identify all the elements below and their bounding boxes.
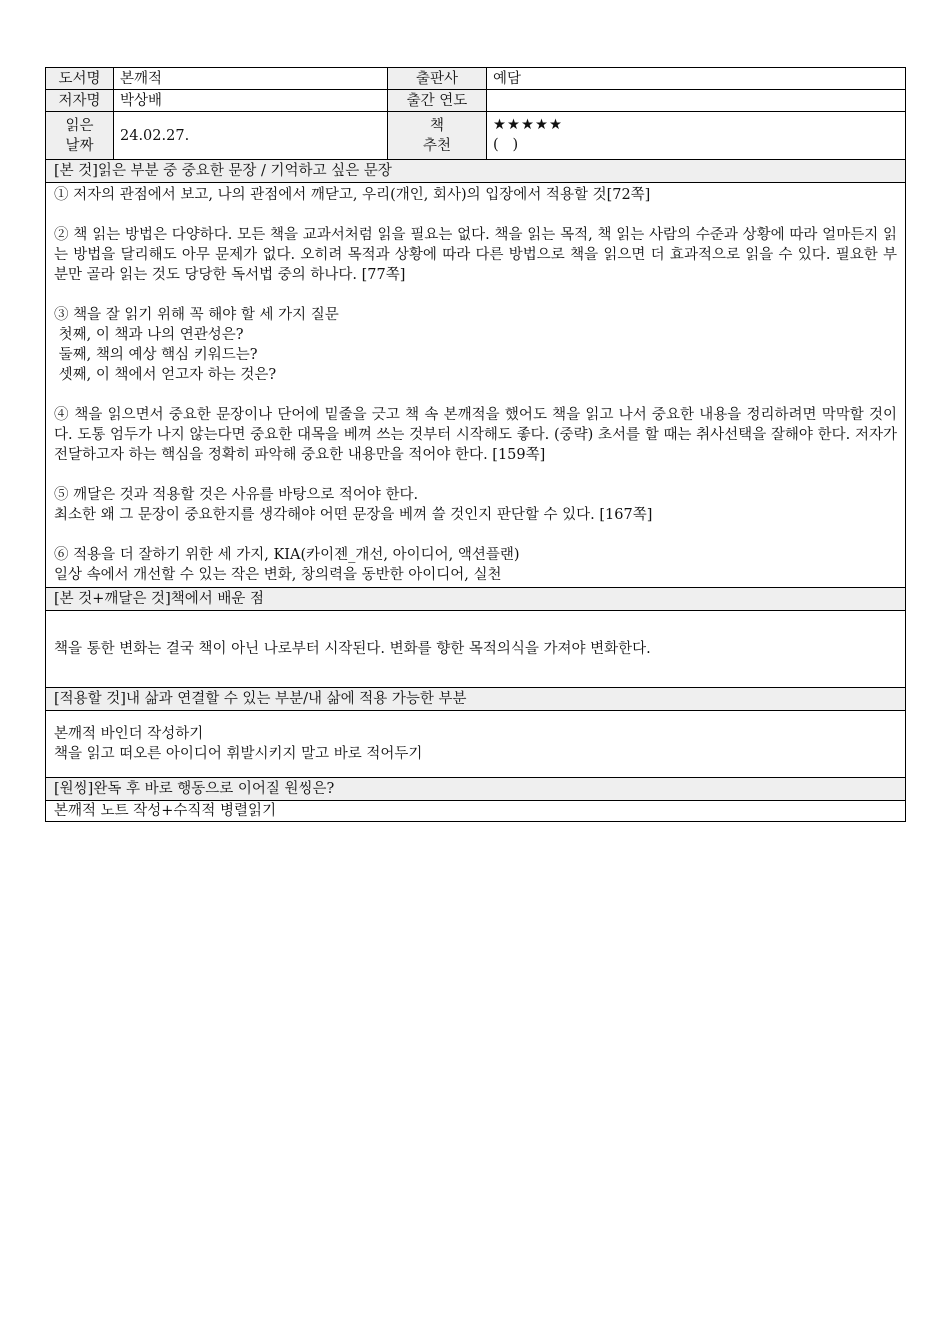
pub-year-label: 출간 연도 xyxy=(388,90,487,112)
publisher-value: 예담 xyxy=(487,68,906,90)
quote-3-question-2: 둘째, 책의 예상 핵심 키워드는? xyxy=(54,347,258,363)
quote-3-question-3: 셋째, 이 책에서 얻고자 하는 것은? xyxy=(54,367,277,383)
quote-2: ② 책 읽는 방법은 다양하다. 모든 책을 교과서처럼 읽을 필요는 없다. 책을 읽는 목적, 책 읽는 사람의 수준과 상황에 따라 얼마든지 읽는 방법을 달리해도 아무 문제가 없다. 오히려 목적과 상황에 따라 다른 방법으로 책을 읽으면 더 효과적으로 읽을 수 있다. 필요한 부분만 골라 읽는 것도 당당한 독서법 중의 하나다. [77쪽] xyxy=(54,227,897,283)
recommend-label-line1: 책 xyxy=(429,117,444,134)
section4-header: [원씽]완독 후 바로 행동으로 이어질 원씽은? xyxy=(46,778,906,801)
section2-content xyxy=(46,611,906,688)
section-body-onething xyxy=(46,801,906,822)
publisher-label: 출판사 xyxy=(388,68,487,90)
onething-text: 본깨적 노트 작성+수직적 병렬읽기 xyxy=(54,803,277,819)
section1-header: [본 것]읽은 부분 중 중요한 문장 / 기억하고 싶은 문장 xyxy=(46,160,906,183)
reading-note-table xyxy=(45,67,906,822)
apply-line-1: 본깨적 바인더 작성하기 xyxy=(54,726,204,742)
row-author xyxy=(46,90,906,112)
read-date-label xyxy=(46,112,114,160)
quote-4: ④ 책을 읽으면서 중요한 문장이나 단어에 밑줄을 긋고 책 속 본깨적을 했어도 책을 읽고 나서 중요한 내용을 정리하려면 막막할 것이다. 도통 엄두가 나지 않는다면 중요한 대목을 베껴 쓰는 것부터 시작해도 좋다. (중략) 초서를 할 때는 취사선택을 잘해야 한다. 저자가 전달하고자 하는 핵심을 정확히 파악해 중요한 내용만을 적어야 한다. [159쪽] xyxy=(54,407,897,463)
section3-content xyxy=(46,711,906,778)
section-body-seen xyxy=(46,183,906,588)
quote-3-title: ③ 책을 잘 읽기 위해 꼭 해야 할 세 가지 질문 xyxy=(54,307,339,323)
quote-1: ① 저자의 관점에서 보고, 나의 관점에서 깨닫고, 우리(개인, 회사)의 입장에서 적용할 것[72쪽] xyxy=(54,187,651,203)
author-label: 저자명 xyxy=(46,90,114,112)
row-read-date xyxy=(46,112,906,160)
read-date-value: 24.02.27. xyxy=(114,112,388,160)
quote-5-line1: ⑤ 깨달은 것과 적용할 것은 사유를 바탕으로 적어야 한다. xyxy=(54,487,419,503)
apply-line-2: 책을 읽고 떠오른 아이디어 휘발시키지 말고 바로 적어두기 xyxy=(54,746,423,762)
section-header-seen xyxy=(46,160,906,183)
quote-6-line2: 일상 속에서 개선할 수 있는 작은 변화, 창의력을 동반한 아이디어, 실천 xyxy=(54,567,502,583)
section-header-onething xyxy=(46,778,906,801)
quote-5-line2: 최소한 왜 그 문장이 중요한지를 생각해야 어떤 문장을 베껴 쓸 것인지 판단할 수 있다. [167쪽] xyxy=(54,507,653,523)
star-rating: ★★★★★ xyxy=(493,117,563,133)
read-date-label-line1: 읽은 xyxy=(65,117,94,134)
reading-note-sheet xyxy=(45,67,905,822)
section2-header: [본 것+깨달은 것]책에서 배운 점 xyxy=(46,588,906,611)
section-body-learned xyxy=(46,611,906,688)
section-header-apply xyxy=(46,688,906,711)
learned-text: 책을 통한 변화는 결국 책이 아닌 나로부터 시작된다. 변화를 향한 목적의식을 가져야 변화한다. xyxy=(54,641,651,657)
section3-header: [적용할 것]내 삶과 연결할 수 있는 부분/내 삶에 적용 가능한 부분 xyxy=(46,688,906,711)
title-label: 도서명 xyxy=(46,68,114,90)
quote-3-question-1: 첫째, 이 책과 나의 연관성은? xyxy=(54,327,244,343)
recommend-label-line2: 추천 xyxy=(422,137,451,154)
row-title xyxy=(46,68,906,90)
section-header-learned xyxy=(46,588,906,611)
read-date-label-line2: 날짜 xyxy=(65,137,94,154)
author-value: 박상배 xyxy=(114,90,388,112)
section4-content xyxy=(46,801,906,822)
section-body-apply xyxy=(46,711,906,778)
title-value: 본깨적 xyxy=(114,68,388,90)
recommend-value xyxy=(487,112,906,160)
section1-content xyxy=(46,183,906,588)
recommend-label xyxy=(388,112,487,160)
quote-6-line1: ⑥ 적용을 더 잘하기 위한 세 가지, KIA(카이젠_개선, 아이디어, 액션플랜) xyxy=(54,547,520,563)
pub-year-value xyxy=(487,90,906,112)
star-rating-sub: ( ) xyxy=(493,137,519,153)
